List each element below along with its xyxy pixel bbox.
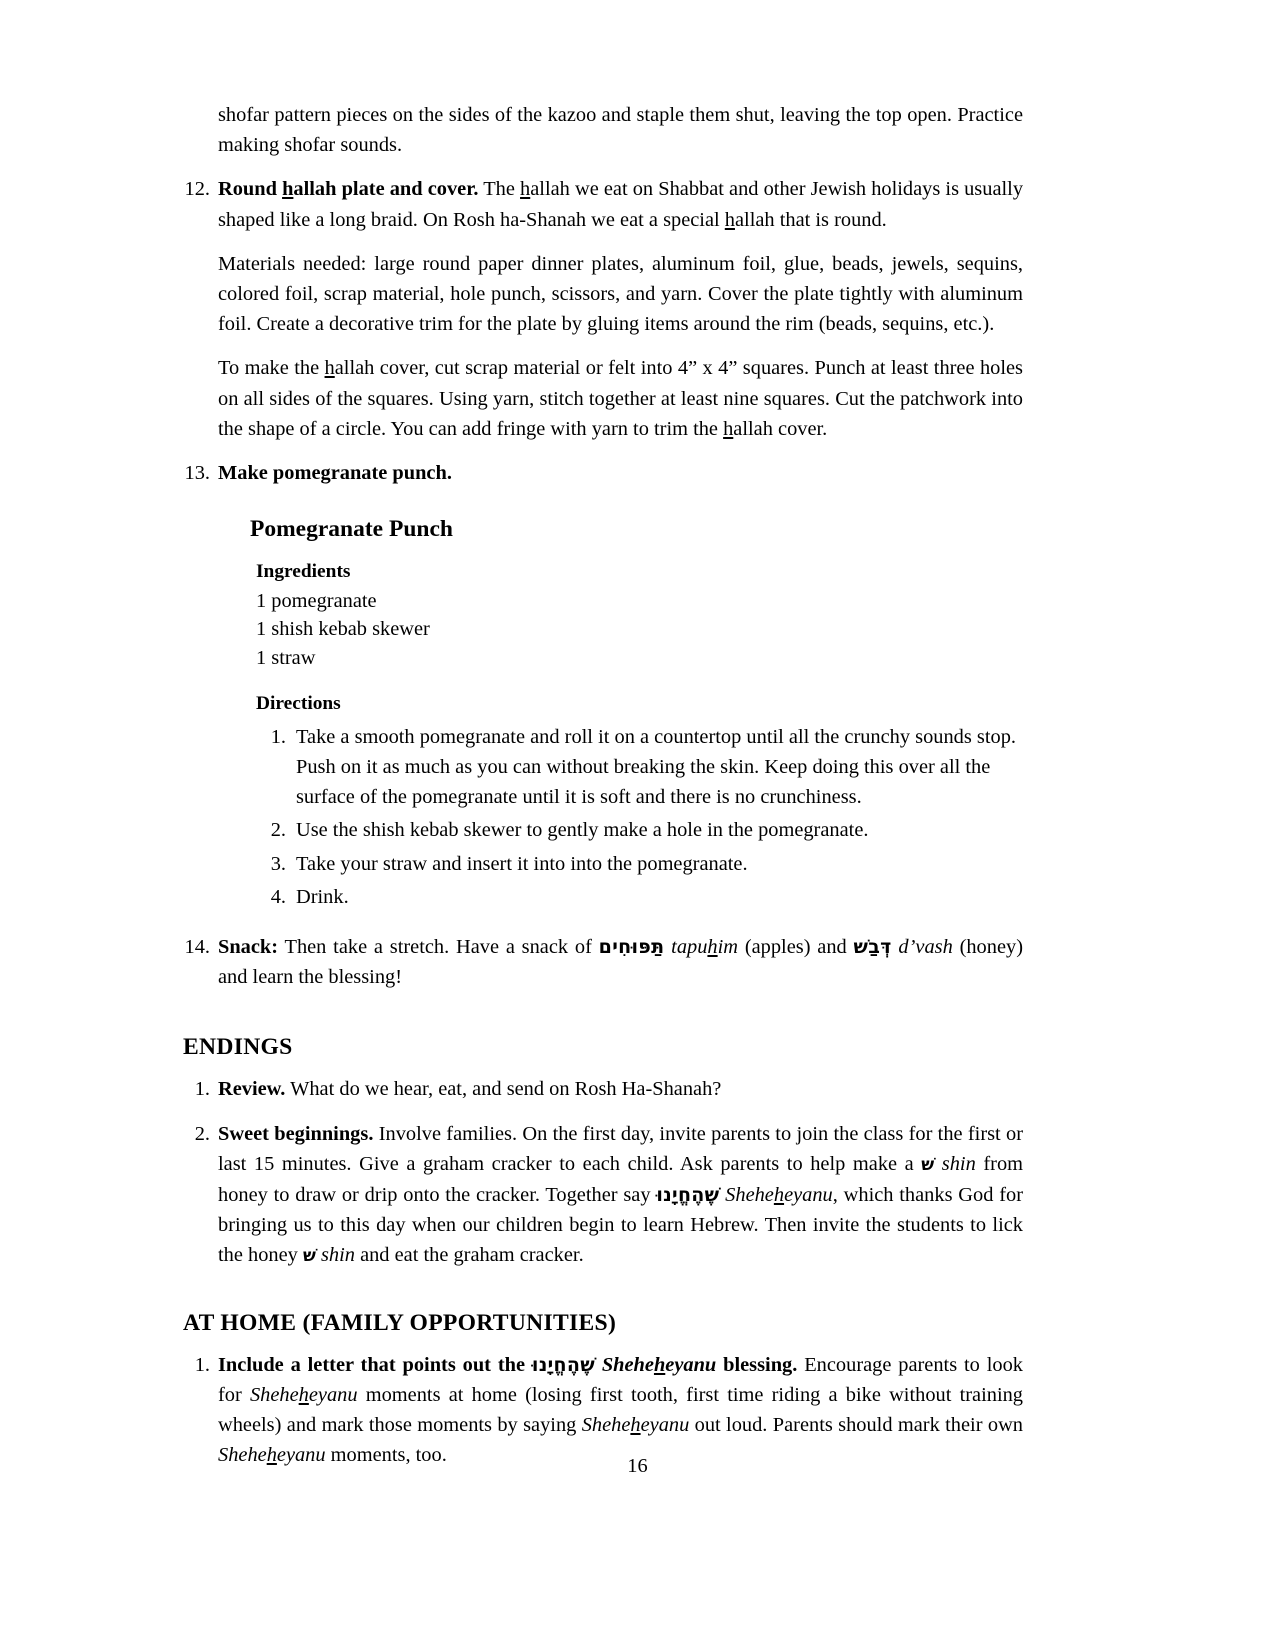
direction-text: Use the shish kebab skewer to gently make a hole in the pomegranate. [296, 819, 869, 842]
underlined-h: h [266, 1444, 277, 1467]
list-item [178, 174, 1023, 444]
translit-pre: Shehe [218, 1444, 267, 1467]
ingredient-line: 1 pomegranate [256, 589, 377, 612]
list-item-number: 2. [194, 1122, 210, 1145]
list-item-body [218, 1350, 1023, 1471]
list-item-number: 12. [184, 178, 210, 201]
translit-pre: Shehe [725, 1183, 774, 1206]
directions-list [250, 722, 1023, 912]
direction-number: 1. [270, 725, 286, 748]
underlined-h: h [630, 1413, 641, 1436]
hebrew-word-shehecheyanu: שֶׁהֶחֱיָנוּ [656, 1183, 720, 1206]
lead-pre: Round [218, 178, 283, 201]
text-4: moments, too. [325, 1444, 447, 1467]
underlined-h: h [298, 1383, 309, 1406]
hebrew-word-apples: תַּפּוּחִים [598, 935, 665, 958]
text-pre: To make the [218, 357, 325, 380]
list-item [178, 458, 1023, 488]
spacer [595, 1354, 602, 1376]
paragraph [218, 1119, 1023, 1272]
shin-label: shin [941, 1152, 976, 1175]
paragraph [218, 1074, 1023, 1104]
list-item-lead: Sweet beginnings. [218, 1122, 374, 1145]
translit-post: eyanu [640, 1413, 690, 1436]
continuation-paragraph: shofar pattern pieces on the sides of the kazoo and staple them shut, leaving the top open. Practice making shofar sounds. [218, 104, 1023, 157]
transliteration-shehecheyanu [602, 1354, 716, 1376]
direction-number: 3. [270, 852, 286, 875]
translit-pre: Shehe [601, 1353, 654, 1376]
underlined-h: h [520, 178, 531, 201]
spacer [934, 1153, 942, 1175]
underlined-h: h [707, 935, 718, 958]
transliteration-shehecheyanu [725, 1184, 833, 1206]
list-item [178, 1119, 1023, 1272]
translit-post: eyanu [276, 1444, 326, 1467]
direction-text: Take your straw and insert it into into the pomegranate. [296, 852, 748, 875]
text-mid: allah we eat on Shabbat and other Jewish holidays is usually shaped like a long braid. On Rosh ha-Shanah we eat a special [218, 178, 1024, 231]
direction-item [250, 849, 1023, 879]
text-3: out loud. Parents should mark their own [689, 1413, 1023, 1436]
section-heading-at-home: AT HOME (FAMILY OPPORTUNITIES) [183, 1309, 617, 1336]
direction-item [250, 722, 1023, 813]
underlined-h: h [653, 1353, 666, 1376]
page-number: 16 [627, 1455, 648, 1477]
recipe-title: Pomegranate Punch [250, 516, 453, 543]
list-item-lead: Snack: [218, 935, 279, 958]
list-item-number: 13. [184, 462, 210, 485]
paragraph [218, 174, 1023, 234]
paragraph [218, 353, 1023, 444]
hebrew-word-shehecheyanu: שֶׁהֶחֱיָנוּ [531, 1353, 595, 1376]
translit-post: im [717, 935, 739, 958]
text-post: allah cover. [733, 417, 828, 440]
list-item [178, 1350, 1023, 1471]
paragraph: Materials needed: large round paper dinner plates, aluminum foil, glue, beads, jewels, sequins, colored foil, scrap material, hole punch, scissors, and yarn. Cover the plate tightly with aluminum foil. Create a decorative trim for the plate by gluing items around the rim (beads, sequins, etc.). [218, 252, 1023, 336]
list-item-number: 14. [184, 935, 210, 958]
underlined-h: h [324, 357, 335, 380]
text-pre: Then take a stretch. Have a snack of [278, 935, 599, 958]
direction-number: 2. [270, 819, 286, 842]
paragraph [218, 458, 1023, 488]
direction-text: Drink. [296, 885, 349, 908]
translit-post: eyanu [665, 1353, 717, 1376]
list-item-lead: Make pomegranate punch. [218, 462, 452, 485]
paragraph [218, 1350, 1023, 1471]
text-4: and eat the graham cracker. [354, 1244, 584, 1267]
directions-heading: Directions [256, 693, 341, 715]
ingredient-line: 1 straw [256, 646, 316, 669]
list-item-lead [218, 1354, 797, 1376]
direction-number: 4. [270, 885, 286, 908]
text-3: , which thanks God for bringing us to this day when our children begin to learn Hebrew. Then invite the students to lick the honey [218, 1183, 1023, 1267]
translit-pre: Shehe [581, 1413, 631, 1436]
list-item-lead [218, 178, 478, 200]
gloss-apples: (apples) and [738, 935, 854, 958]
list-item-body [218, 174, 1023, 444]
transliteration-inline [250, 1384, 358, 1406]
list-item [178, 1074, 1023, 1104]
text-1: Encourage parents to look for [218, 1353, 1023, 1406]
translit-pre: Shehe [249, 1383, 299, 1406]
underlined-h: h [282, 178, 294, 201]
lead-pre: Include a letter that points out the [218, 1353, 532, 1376]
text-2: from honey to draw or drip onto the cracker. Together say [218, 1152, 1023, 1206]
list-item-body [218, 458, 1023, 488]
page-content [178, 100, 1023, 1470]
transliteration-apples [671, 936, 738, 958]
lead-post: allah plate and cover. [293, 178, 479, 201]
paragraph [218, 932, 1023, 992]
shin-label: shin [320, 1244, 355, 1267]
list-item-body [218, 1074, 1023, 1104]
list-item [178, 932, 1023, 992]
direction-text: Take a smooth pomegranate and roll it on a countertop until all the crunchy sounds stop. Push on it as much as you can without breaking the skin. Keep doing this over all the surface of the pomegranate until it is soft and there is no crunchiness. [296, 725, 1017, 809]
text-mid: allah cover, cut scrap material or felt into 4” x 4” squares. Punch at least three holes on all sides of the squares. Using yarn, stitch together at least nine squares. Cut the patchwork into the shape of a circle. You can add fringe with yarn to trim the [218, 357, 1023, 440]
text-pre: The [478, 178, 521, 201]
translit-pre: tapu [671, 935, 708, 958]
direction-item [250, 882, 1023, 912]
text-post: allah that is round. [734, 208, 887, 231]
list-item-lead: Review. [218, 1078, 286, 1101]
underlined-h: h [773, 1183, 785, 1206]
underlined-h: h [723, 417, 734, 440]
ingredient-line: 1 shish kebab skewer [256, 618, 430, 641]
lead-post: blessing. [716, 1353, 798, 1376]
recipe-block [178, 514, 1023, 912]
hebrew-word-honey: דְּבַשׁ [853, 935, 892, 958]
ingredients-heading: Ingredients [256, 561, 351, 583]
underlined-h: h [724, 208, 735, 231]
hebrew-letter-shin: שׁ [921, 1154, 935, 1175]
list-item-number: 1. [194, 1078, 210, 1101]
text: What do we hear, eat, and send on Rosh Ha-Shanah? [285, 1078, 722, 1101]
list-item-number: 1. [194, 1353, 210, 1376]
list-item-body [218, 1119, 1023, 1272]
translit-post: eyanu [308, 1383, 358, 1406]
text-post: (honey) and learn the blessing! [218, 935, 1023, 989]
text-2: moments at home (losing first tooth, first time riding a bike without training wheels) and mark those moments by saying [218, 1383, 1023, 1436]
text-1: Involve families. On the first day, invite parents to join the class for the first or last 15 minutes. Give a graham cracker to each child. Ask parents to help make a [218, 1122, 1023, 1175]
hebrew-letter-shin: שׁ [302, 1246, 316, 1267]
transliteration-inline [582, 1414, 690, 1436]
section-heading-endings: ENDINGS [183, 1034, 293, 1061]
list-item-body [218, 932, 1023, 992]
translit-post: eyanu [784, 1183, 833, 1206]
transliteration-honey: d’vash [898, 935, 953, 958]
direction-item [250, 815, 1023, 845]
